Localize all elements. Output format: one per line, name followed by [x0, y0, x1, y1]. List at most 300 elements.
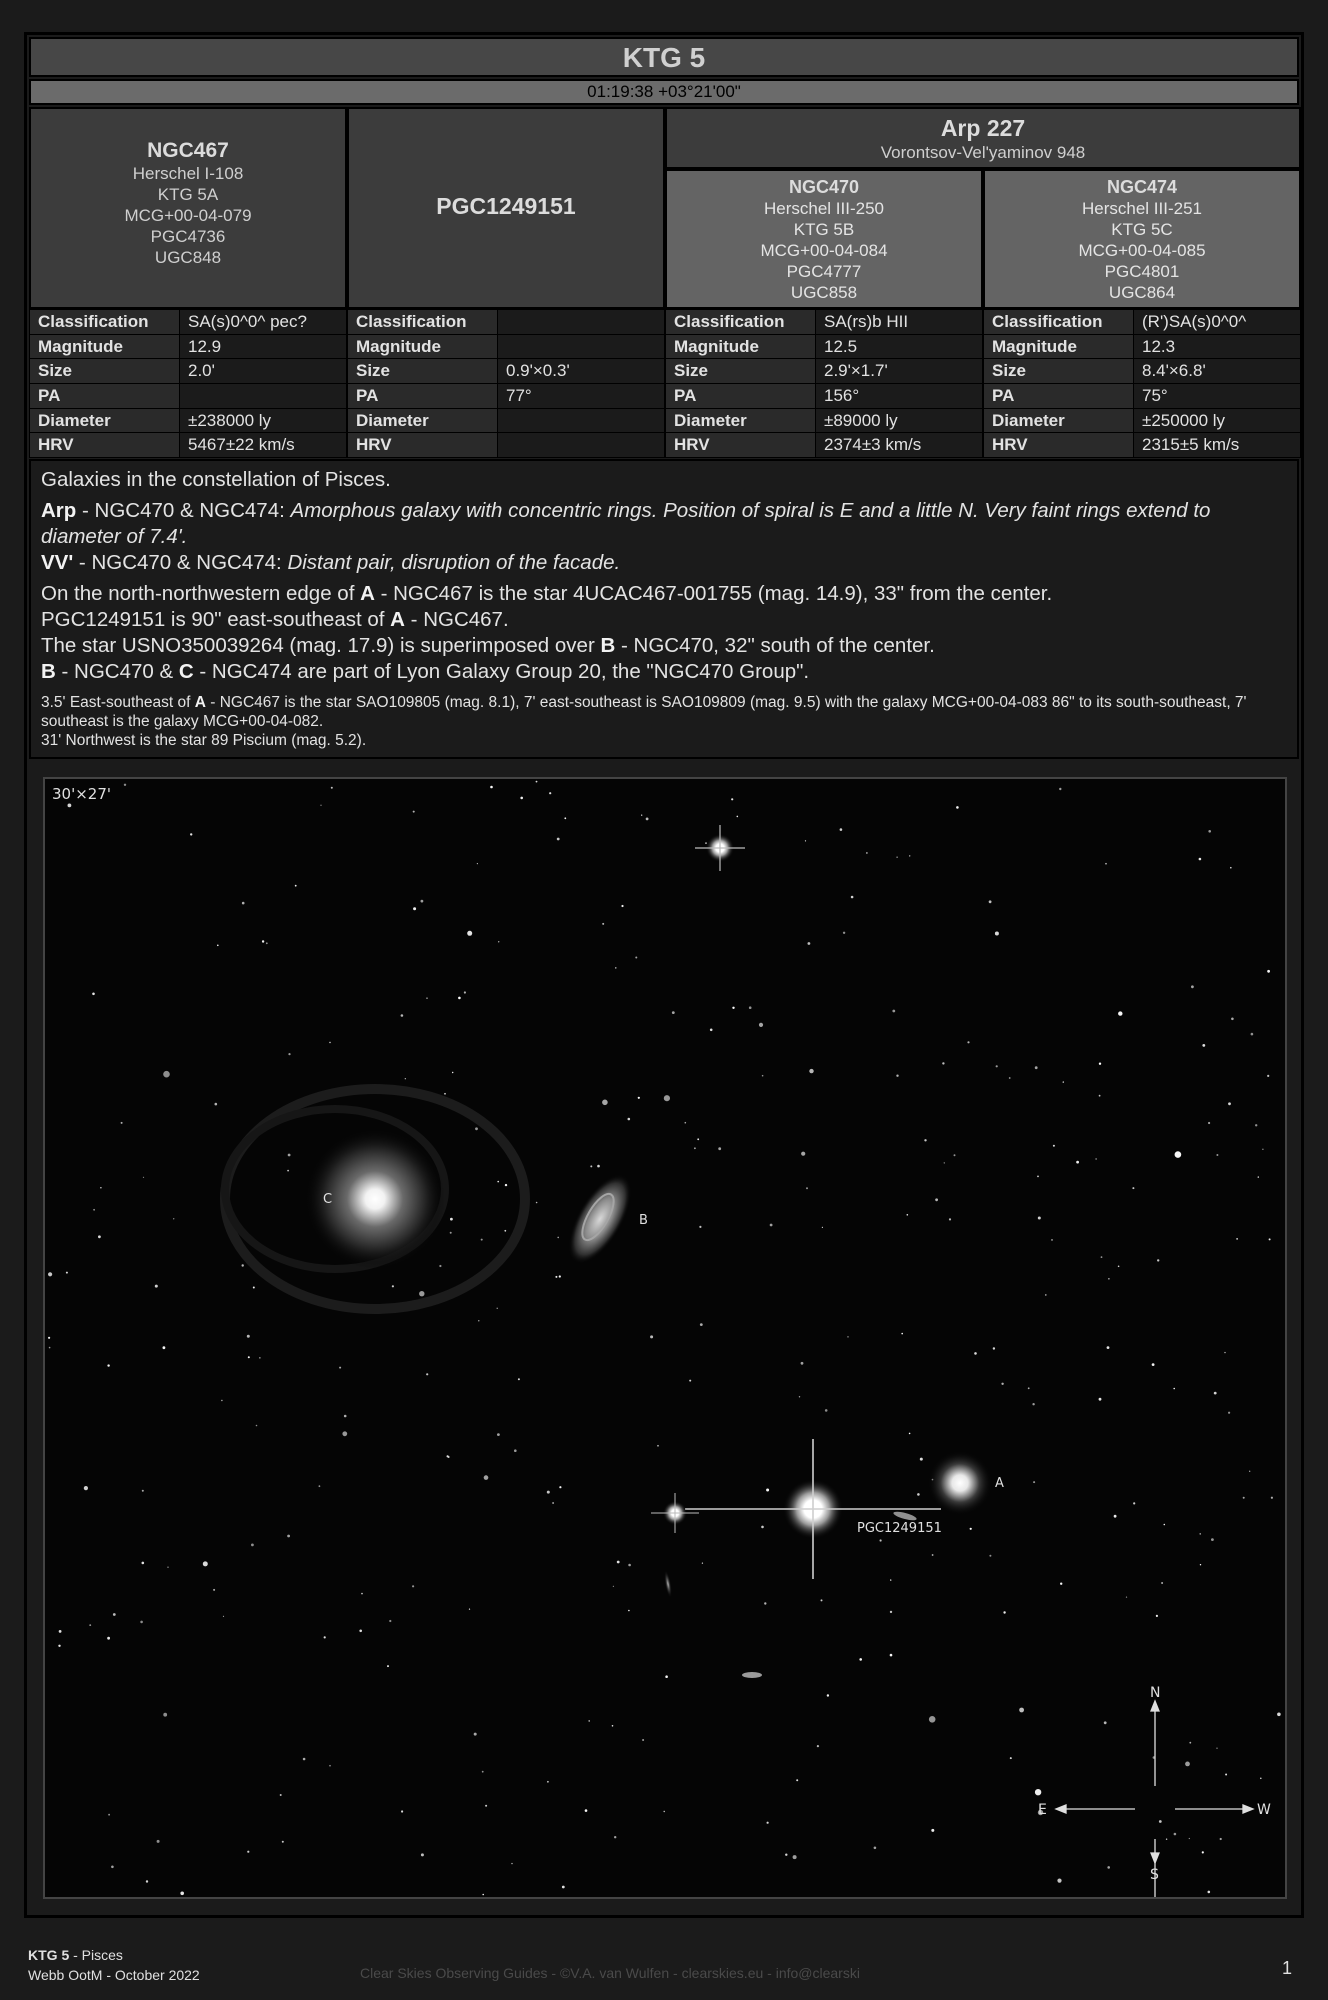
- star: [749, 1006, 752, 1009]
- star: [585, 1809, 588, 1812]
- star: [93, 1209, 95, 1211]
- label-c: C: [323, 1192, 333, 1207]
- star: [266, 942, 268, 944]
- star: [764, 1602, 766, 1604]
- star: [221, 1400, 222, 1401]
- star: [1101, 1256, 1103, 1258]
- star: [562, 1886, 565, 1889]
- label-magnitude: Magnitude: [666, 334, 816, 359]
- star: [475, 1127, 478, 1130]
- star: [602, 1100, 608, 1106]
- star: [650, 1335, 653, 1338]
- star: [319, 1485, 321, 1487]
- value-classification: SA(s)0^0^ pec?: [180, 310, 347, 335]
- star: [180, 1892, 184, 1896]
- star: [1200, 1564, 1201, 1565]
- star: [505, 1184, 507, 1186]
- value-hrv: 2315±5 km/s: [1134, 433, 1301, 458]
- star: [295, 885, 297, 887]
- star: [731, 798, 733, 800]
- star: [1038, 1217, 1041, 1220]
- label-pgc1249151: PGC1249151: [857, 1521, 942, 1536]
- star: [718, 1147, 721, 1150]
- label-size: Size: [984, 359, 1134, 384]
- star: [497, 1308, 498, 1309]
- star: [1057, 1879, 1061, 1883]
- star: [996, 1065, 998, 1067]
- star: [806, 1187, 808, 1189]
- label-classification: Classification: [30, 310, 180, 335]
- star: [1104, 1721, 1107, 1724]
- star: [282, 1841, 284, 1843]
- star: [920, 1458, 923, 1461]
- star: [628, 1610, 630, 1612]
- faint-galaxy: [742, 1672, 762, 1678]
- star: [1095, 1158, 1096, 1159]
- star: [1243, 1497, 1245, 1499]
- star: [92, 993, 95, 996]
- vv-description: VV' - NGC470 & NGC474: Distant pair, disruption of the facade.: [41, 551, 621, 574]
- label-classification: Classification: [348, 310, 498, 335]
- star: [859, 1658, 862, 1661]
- value-pa: 75°: [1134, 384, 1301, 409]
- star: [536, 1202, 538, 1204]
- constellation-text: Galaxies in the constellation of Pisces.: [41, 468, 391, 491]
- star: [121, 1122, 123, 1124]
- star-field-image: [43, 777, 1287, 1899]
- star: [641, 815, 642, 816]
- star: [59, 1630, 62, 1633]
- star: [287, 1170, 289, 1172]
- star: [737, 816, 739, 818]
- label-size: Size: [348, 359, 498, 384]
- star: [474, 1733, 477, 1736]
- object-ngc470: [665, 169, 983, 309]
- star: [361, 1593, 363, 1595]
- footer-constellation: - Pisces: [69, 1947, 123, 1963]
- star: [866, 852, 867, 853]
- star: [458, 997, 461, 1000]
- star: [770, 1224, 773, 1227]
- star: [924, 1139, 926, 1141]
- star: [344, 1415, 347, 1418]
- note-line: PGC1249151 is 90" east-southeast of A - NGC467.: [41, 608, 509, 631]
- star: [1114, 1515, 1117, 1518]
- star: [342, 1431, 347, 1436]
- object-alias: PGC4801: [1104, 262, 1180, 281]
- star: [588, 1720, 590, 1722]
- star: [896, 1075, 898, 1077]
- star: [995, 932, 999, 936]
- star: [392, 1285, 394, 1287]
- label-pa: PA: [30, 384, 180, 409]
- star: [1199, 858, 1202, 861]
- label-pa: PA: [348, 384, 498, 409]
- star: [478, 1320, 479, 1321]
- star: [1032, 1403, 1034, 1405]
- value-magnitude: 12.9: [180, 334, 347, 359]
- star: [1063, 1081, 1064, 1082]
- star: [1262, 1149, 1263, 1150]
- object-alias: Herschel III-250: [764, 199, 884, 218]
- star: [1001, 1383, 1003, 1385]
- star: [419, 1291, 424, 1296]
- star: [840, 828, 843, 831]
- star: [621, 905, 623, 907]
- note-line: On the north-northwestern edge of A - NGC467 is the star 4UCAC467-001755 (mag. 14.9), 33" from the center.: [41, 582, 1053, 605]
- star: [1271, 1497, 1273, 1499]
- star: [547, 1781, 549, 1783]
- label-diameter: Diameter: [348, 408, 498, 433]
- star: [142, 1490, 144, 1492]
- star: [874, 1847, 877, 1850]
- star: [700, 1323, 703, 1326]
- star: [646, 818, 649, 821]
- star: [412, 1585, 414, 1587]
- footer-info: [28, 1945, 200, 1985]
- star: [140, 1621, 143, 1624]
- star: [485, 1805, 487, 1807]
- star: [817, 1745, 819, 1747]
- star: [1108, 1278, 1110, 1280]
- star: [464, 991, 466, 993]
- star: [822, 1227, 823, 1228]
- star: [190, 833, 192, 835]
- star: [615, 967, 616, 968]
- star: [931, 1829, 934, 1832]
- star: [329, 1765, 331, 1767]
- star: [452, 1072, 453, 1073]
- star: [259, 1357, 260, 1358]
- star: [638, 1097, 640, 1099]
- star: [689, 1380, 691, 1382]
- star: [469, 1609, 470, 1610]
- star: [1152, 1363, 1155, 1366]
- object-alias: UGC864: [1108, 283, 1176, 302]
- star: [1164, 1524, 1166, 1526]
- star: [242, 902, 245, 905]
- star: [1045, 1294, 1047, 1296]
- properties-table-pgc1249151: [347, 309, 665, 458]
- star: [98, 1235, 101, 1238]
- label-diameter: Diameter: [984, 408, 1134, 433]
- object-pgc1249151: [347, 107, 665, 309]
- star: [1191, 985, 1194, 988]
- star: [387, 1665, 389, 1667]
- star: [58, 1645, 60, 1647]
- star: [1175, 1151, 1182, 1158]
- star: [564, 817, 566, 819]
- star: [1231, 1018, 1234, 1021]
- star: [617, 1561, 620, 1564]
- star: [401, 1014, 404, 1017]
- star: [932, 1554, 934, 1556]
- label-hrv: HRV: [984, 433, 1134, 458]
- star: [448, 1456, 450, 1458]
- star: [1214, 1392, 1217, 1395]
- star: [498, 941, 499, 942]
- star: [697, 1138, 699, 1140]
- star: [329, 1042, 330, 1043]
- star: [1010, 1757, 1012, 1759]
- value-classification: [498, 310, 665, 335]
- star: [954, 1154, 956, 1156]
- object-name: NGC474: [1106, 177, 1178, 197]
- star: [481, 1239, 483, 1241]
- star: [1202, 1851, 1204, 1853]
- properties-table-ngc467: [29, 309, 347, 458]
- star: [785, 1854, 787, 1856]
- star: [217, 945, 219, 947]
- star: [1118, 1011, 1122, 1015]
- star: [68, 804, 72, 808]
- arp-description: Arp - NGC470 & NGC474: Amorphous galaxy with concentric rings. Position of spiral is E and a little N. Very faint rings extend to diameter of 7.4'.: [41, 499, 1211, 548]
- star: [557, 838, 560, 841]
- star: [766, 1489, 769, 1492]
- star: [1133, 1502, 1135, 1504]
- value-hrv: 5467±22 km/s: [180, 433, 347, 458]
- object-alias: PGC4736: [150, 227, 226, 246]
- star: [1028, 1387, 1030, 1389]
- star: [1173, 1388, 1175, 1390]
- star: [1255, 1124, 1257, 1126]
- star: [825, 1409, 828, 1412]
- galaxy-ngc467: [928, 1451, 992, 1515]
- page-title: KTG 5: [29, 37, 1299, 77]
- star: [1216, 1748, 1217, 1749]
- object-alias: MCG+00-04-085: [1078, 241, 1206, 260]
- star: [113, 1613, 116, 1616]
- compass-e: E: [1038, 1802, 1047, 1818]
- star: [1118, 1266, 1120, 1268]
- star: [809, 1069, 813, 1073]
- star: [1216, 1154, 1218, 1156]
- star: [1099, 1063, 1101, 1065]
- object-arp227: [665, 107, 1301, 169]
- star: [518, 1378, 520, 1380]
- star: [559, 1275, 561, 1277]
- star: [444, 1093, 446, 1095]
- star: [511, 1863, 512, 1864]
- star: [664, 1095, 670, 1101]
- star: [288, 1154, 291, 1157]
- value-size: 8.4'×6.8': [1134, 359, 1301, 384]
- object-alias: MCG+00-04-084: [760, 241, 888, 260]
- star: [944, 1162, 945, 1163]
- star: [146, 1880, 148, 1882]
- star: [989, 1555, 991, 1557]
- star: [796, 1779, 798, 1781]
- star: [66, 1272, 68, 1274]
- star: [694, 1147, 696, 1149]
- star: [426, 1373, 428, 1375]
- label-b: B: [639, 1213, 648, 1228]
- star: [1059, 788, 1061, 790]
- star: [989, 900, 992, 903]
- star: [167, 1567, 168, 1568]
- object-alias: Herschel I-108: [132, 164, 244, 183]
- star: [143, 1177, 144, 1178]
- star: [520, 797, 523, 800]
- star: [909, 1433, 911, 1435]
- value-pa: 156°: [816, 384, 983, 409]
- star: [1035, 1789, 1041, 1795]
- star: [1051, 1239, 1053, 1241]
- star: [490, 786, 493, 789]
- star: [821, 1599, 823, 1601]
- star: [157, 1840, 160, 1843]
- label-classification: Classification: [984, 310, 1134, 335]
- star: [247, 1335, 250, 1338]
- star: [48, 1337, 50, 1339]
- star: [549, 792, 551, 794]
- star: [1220, 1838, 1222, 1840]
- star: [967, 1041, 969, 1043]
- star: [552, 1502, 554, 1504]
- star: [1105, 863, 1107, 865]
- star: [555, 1276, 557, 1278]
- value-size: 2.9'×1.7': [816, 359, 983, 384]
- star: [642, 1739, 644, 1741]
- star: [242, 1264, 244, 1266]
- star: [497, 1433, 500, 1436]
- object-alias: MCG+00-04-079: [124, 206, 252, 225]
- star: [331, 787, 333, 789]
- value-magnitude: 12.3: [1134, 334, 1301, 359]
- value-hrv: 2374±3 km/s: [816, 433, 983, 458]
- star: [247, 1851, 249, 1853]
- star: [421, 900, 424, 903]
- compass-n: N: [1150, 1685, 1161, 1701]
- label-size: Size: [666, 359, 816, 384]
- star: [467, 931, 472, 936]
- star: [847, 1336, 848, 1337]
- star: [1251, 1033, 1254, 1036]
- object-alias: Herschel III-251: [1082, 199, 1202, 218]
- footer-object: KTG 5: [28, 1947, 70, 1963]
- star: [1053, 1145, 1055, 1147]
- object-alias: UGC848: [154, 248, 222, 267]
- object-name: NGC470: [788, 177, 860, 197]
- label-classification: Classification: [666, 310, 816, 335]
- star: [974, 1352, 977, 1355]
- coordinates: 01:19:38 +03°21'00": [29, 79, 1299, 105]
- star: [710, 1029, 713, 1032]
- star: [1225, 1774, 1227, 1776]
- properties-table-ngc474: [983, 309, 1301, 458]
- star: [1159, 1820, 1162, 1823]
- star: [613, 1586, 614, 1587]
- star: [793, 1855, 797, 1859]
- star: [215, 1103, 218, 1106]
- star: [1156, 1615, 1158, 1617]
- star: [1099, 1095, 1101, 1097]
- star: [339, 1367, 341, 1369]
- star: [320, 805, 321, 806]
- star: [635, 957, 637, 959]
- star: [1267, 1075, 1269, 1077]
- star: [108, 1814, 110, 1816]
- star: [1189, 1838, 1190, 1839]
- star: [163, 1346, 166, 1349]
- star: [484, 1475, 489, 1480]
- star: [251, 1544, 254, 1547]
- label-magnitude: Magnitude: [30, 334, 180, 359]
- star: [497, 1181, 499, 1183]
- object-alias: KTG 5C: [1111, 220, 1173, 239]
- star: [628, 1118, 631, 1121]
- value-diameter: ±238000 ly: [180, 408, 347, 433]
- star: [401, 1810, 403, 1812]
- note-line: The star USNO350039264 (mag. 17.9) is superimposed over B - NGC470, 32" south of the center.: [41, 634, 935, 657]
- star: [1189, 1742, 1191, 1744]
- label-pa: PA: [666, 384, 816, 409]
- star: [163, 1713, 167, 1717]
- object-name: PGC1249151: [436, 193, 576, 219]
- star: [389, 1620, 391, 1622]
- star: [287, 1535, 290, 1538]
- star: [664, 1811, 665, 1812]
- star: [359, 1630, 362, 1633]
- star: [482, 1771, 484, 1773]
- star: [1228, 1412, 1230, 1414]
- label-diameter: Diameter: [30, 408, 180, 433]
- star: [1019, 1708, 1024, 1713]
- star: [890, 1579, 891, 1580]
- star: [84, 1486, 88, 1490]
- star: [993, 1347, 995, 1349]
- star: [1267, 970, 1270, 973]
- star: [597, 1165, 600, 1168]
- star: [590, 1165, 592, 1167]
- star: [1033, 1481, 1035, 1483]
- star: [1208, 1891, 1211, 1894]
- star: [1269, 1238, 1271, 1240]
- star: [827, 1694, 829, 1696]
- value-pa: 77°: [498, 384, 665, 409]
- value-size: 2.0': [180, 359, 347, 384]
- star: [107, 1637, 110, 1640]
- star: [699, 1226, 701, 1228]
- star: [426, 998, 427, 999]
- value-size: 0.9'×0.3': [498, 359, 665, 384]
- object-name: Arp 227: [940, 115, 1026, 141]
- star: [1076, 1161, 1079, 1164]
- star: [1228, 1102, 1231, 1105]
- star: [253, 1287, 255, 1289]
- star: [248, 1356, 250, 1358]
- star: [111, 1866, 114, 1869]
- value-diameter: ±89000 ly: [816, 408, 983, 433]
- star: [1060, 1583, 1062, 1585]
- star: [163, 1071, 170, 1078]
- label-diameter: Diameter: [666, 408, 816, 433]
- star: [1174, 1833, 1177, 1836]
- compass-w: W: [1257, 1802, 1271, 1818]
- object-alias: KTG 5A: [157, 185, 219, 204]
- star: [256, 1425, 258, 1427]
- star: [657, 1445, 659, 1447]
- star: [1003, 1611, 1005, 1613]
- star: [685, 1122, 687, 1124]
- star: [280, 1794, 282, 1796]
- value-pa: [180, 384, 347, 409]
- star: [702, 1563, 703, 1564]
- object-name: NGC467: [147, 139, 229, 162]
- label-size: Size: [30, 359, 180, 384]
- star: [504, 1230, 506, 1232]
- star: [1185, 1762, 1190, 1767]
